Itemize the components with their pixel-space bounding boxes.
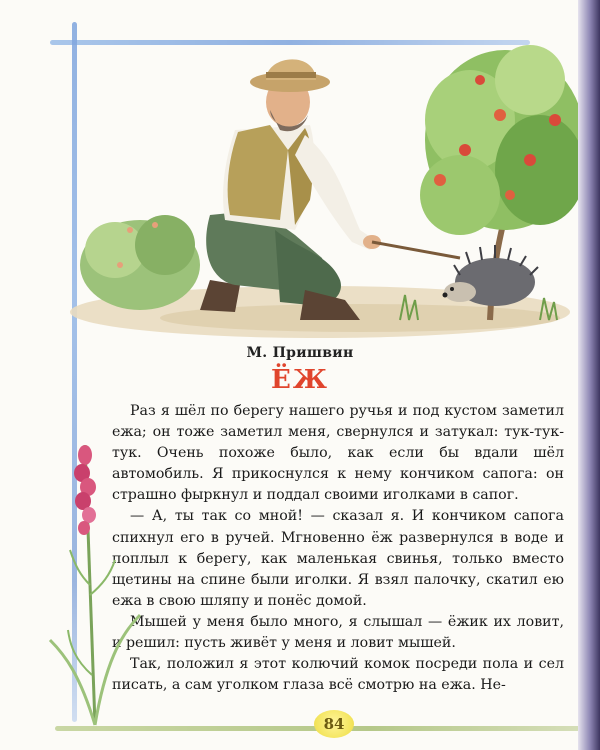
hedgehog-icon	[443, 245, 539, 306]
paragraph: Так, положил я этот колючий комок посреди пола и сел писать, а сам уголком глаза всё смотрю на ежа. Не-	[112, 656, 564, 694]
fireweed-flower-icon	[40, 425, 150, 735]
page-edge	[578, 0, 600, 750]
story-text	[112, 401, 564, 696]
author-name: М. Пришвин	[246, 345, 354, 361]
page-number: 84	[314, 710, 354, 738]
paragraph: — А, ты так со мной! — сказал я. И кончиком сапога спихнул его в ручей. Мгновенно ёж развернулся в воде и поплыл к берегу, как маленькая свинья, только вместо щетины на спине были иголки. Я взял палочку, скатил ею ежа в свою шляпу и понёс домой.	[112, 508, 564, 609]
man-with-hedgehog-illustration	[60, 20, 580, 340]
paragraph: Раз я шёл по берегу нашего ручья и под кустом заметил ежа; он тоже заметил меня, свернулся и затукал: тук-тук-тук. Очень похоже было, как если бы вдали шёл автомобиль. Я прикоснулся к нему кончиком сапога: он страшно фыркнул и поддал своими иголками в сапог.	[112, 403, 564, 504]
paragraph: Мышей у меня было много, я слышал — ёжик их ловит, и решил: пусть живёт у меня и ловит мышей.	[112, 613, 564, 652]
story-title: ЁЖ	[271, 365, 329, 395]
left-bush-icon	[80, 215, 200, 310]
